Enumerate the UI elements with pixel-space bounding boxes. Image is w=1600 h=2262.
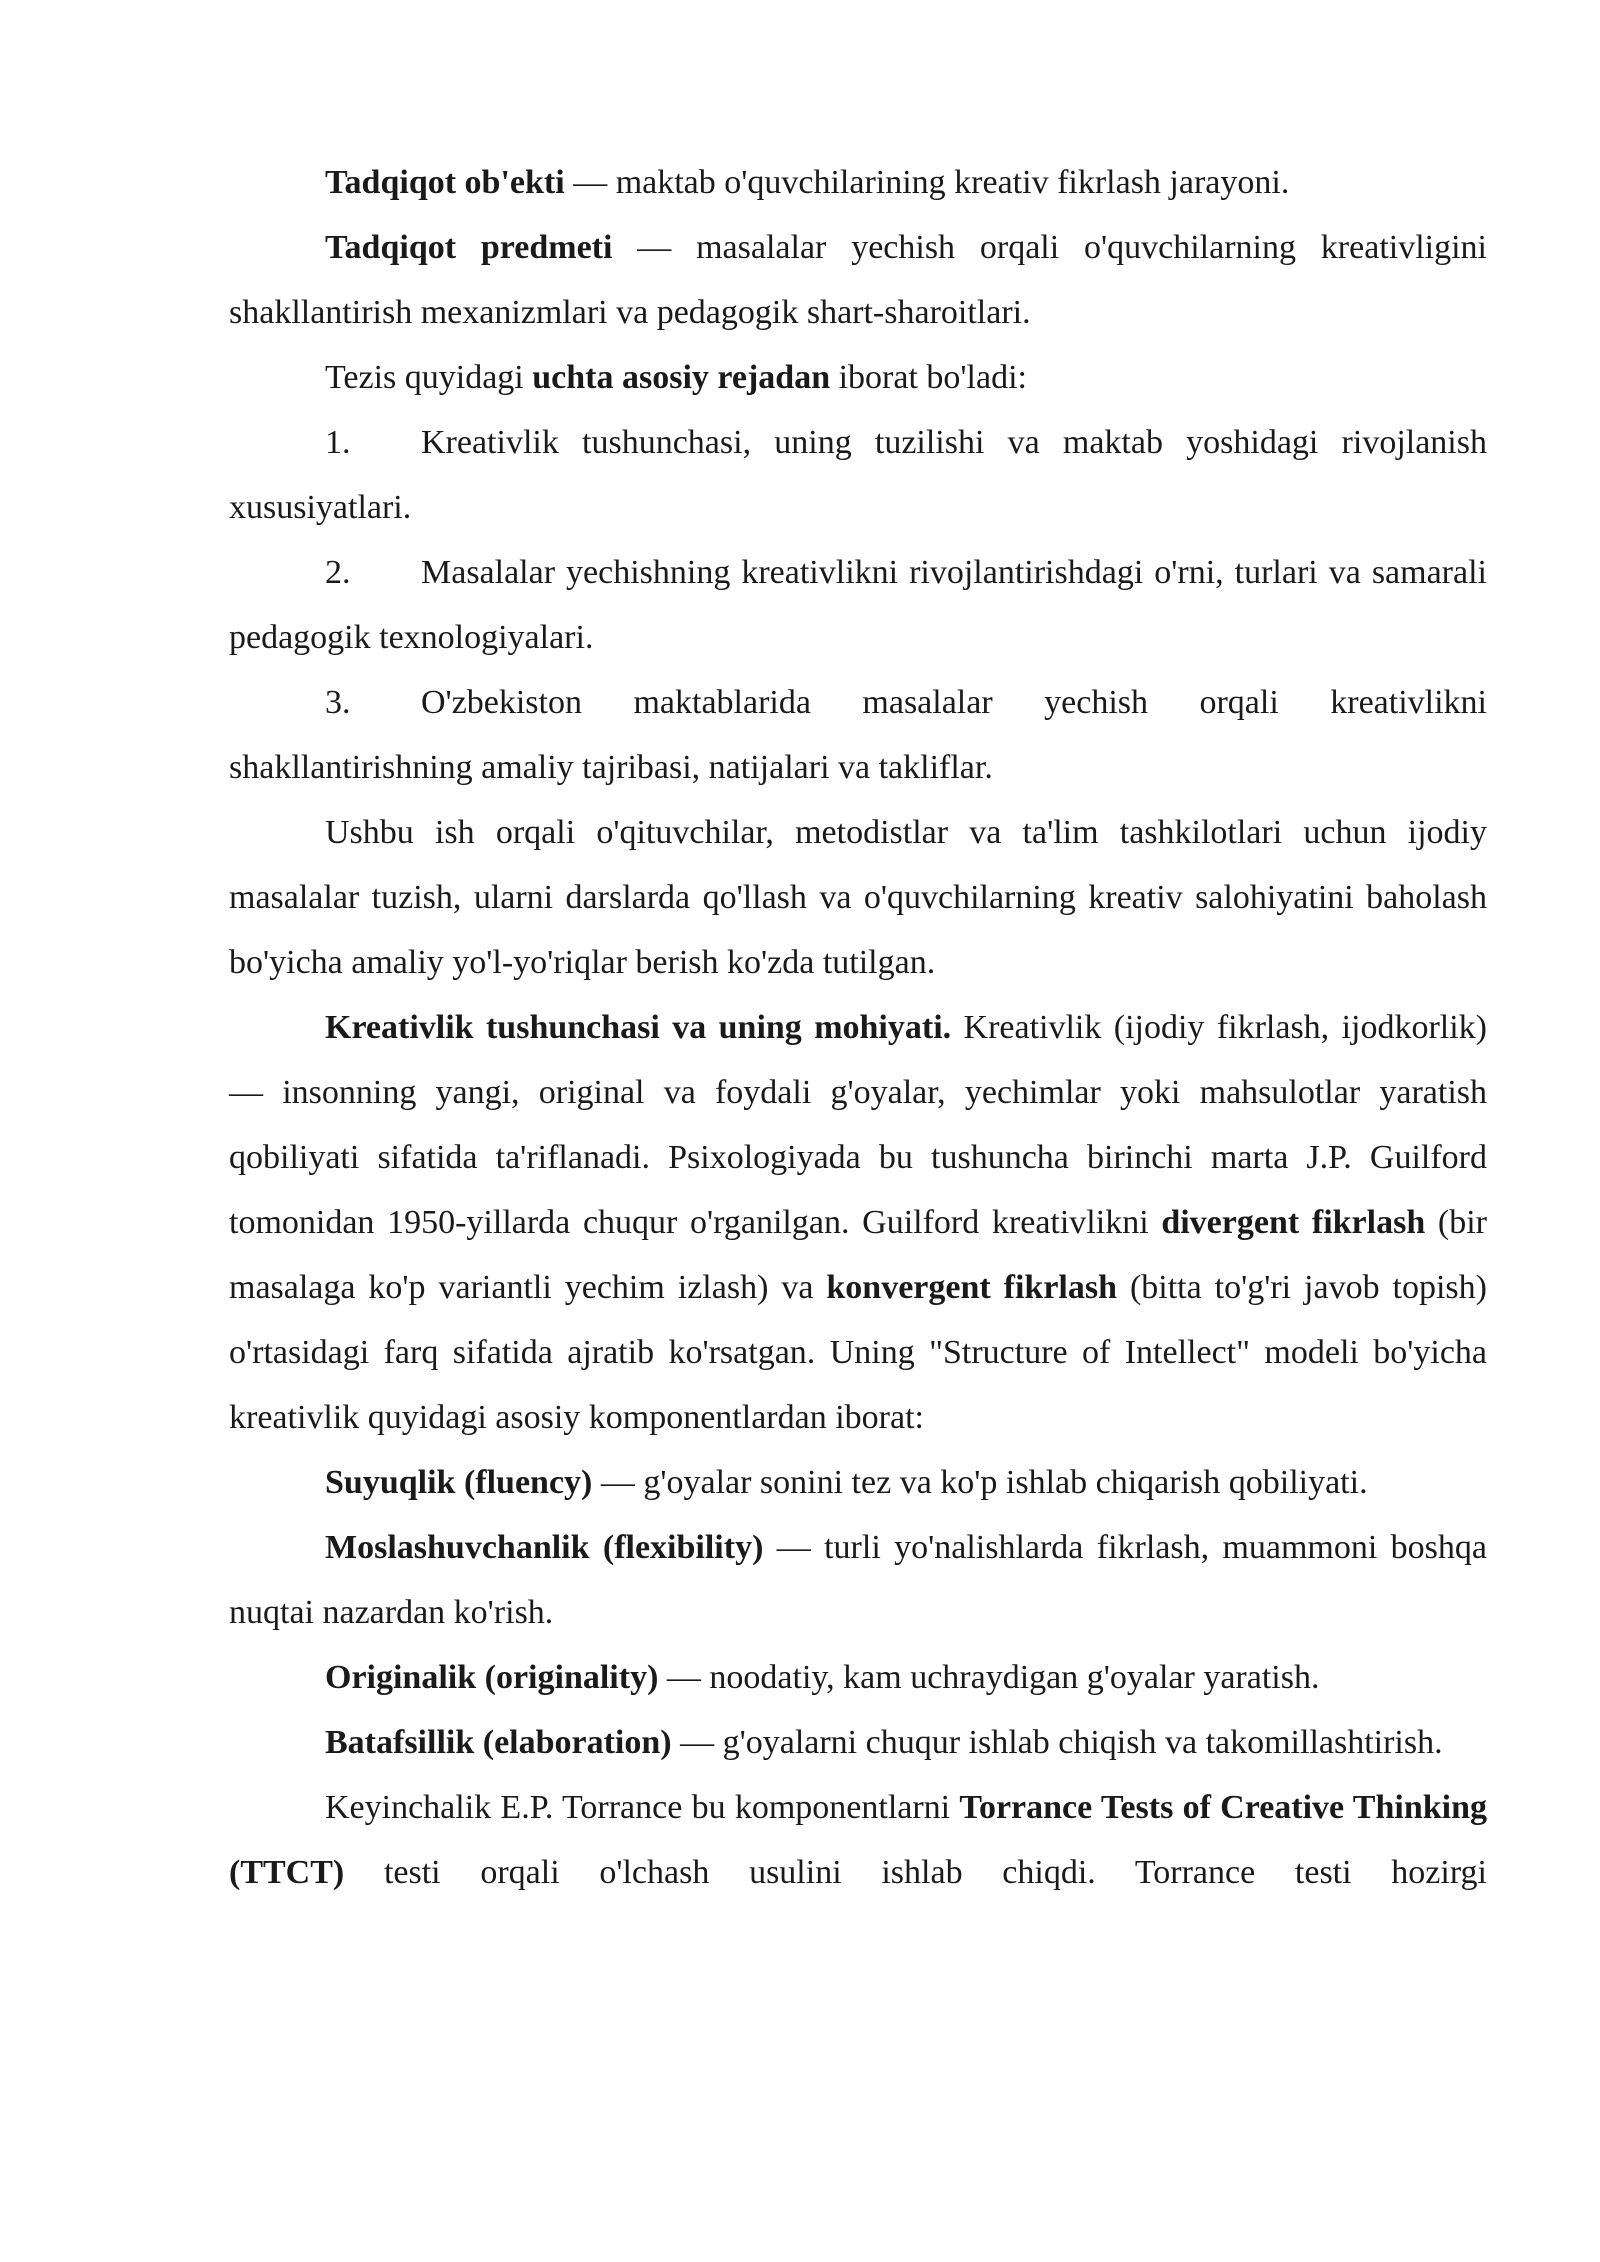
paragraph-creativity-concept <box>229 995 1487 1450</box>
term-convergent: konvergent fikrlash <box>826 1269 1117 1306</box>
term-elaboration: Batafsillik (elaboration) <box>325 1724 672 1761</box>
term-ttct: Torrance Tests of Creative Thinking (TTCT) <box>229 1789 1487 1891</box>
paragraph-research-subject <box>229 215 1487 345</box>
plan-intro-text-b: iborat bo'ladi: <box>830 359 1027 396</box>
plan-intro-text-a: Tezis quyidagi <box>325 359 533 396</box>
creativity-text-3: (bitta to'g'ri javob topish) o'rtasidagi farq sifatida ajratib ko'rsatgan. Uning "Structure of Intellect" modeli bo'yicha kreativlik quyidagi asosiy komponentlardan iborat: <box>229 1269 1487 1436</box>
definition-research-object: — maktab o'quvchilarining kreativ fikrlash jarayoni. <box>564 164 1290 201</box>
term-research-object: Tadqiqot ob'ekti <box>325 164 565 201</box>
definition-originality: — noodatiy, kam uchraydigan g'oyalar yaratish. <box>658 1659 1320 1696</box>
list-item-number: 3. <box>325 684 351 721</box>
plan-intro-bold: uchta asosiy rejadan <box>532 359 831 396</box>
term-fluency: Suyuqlik (fluency) <box>325 1464 593 1501</box>
term-flexibility: Moslashuvchanlik (flexibility) <box>325 1529 764 1566</box>
list-item <box>229 540 1487 670</box>
list-item-text: O'zbekiston maktablarida masalalar yechish orqali kreativlikni shakllantirishning amaliy tajribasi, natijalari va takliflar. <box>229 684 1487 786</box>
definition-flexibility: — turli yo'nalishlarda fikrlash, muammoni boshqa nuqtai nazardan ko'rish. <box>229 1529 1487 1631</box>
work-purpose-text: Ushbu ish orqali o'qituvchilar, metodistlar va ta'lim tashkilotlari uchun ijodiy masalalar tuzish, ularni darslarda qo'llash va o'quvchilarning kreativ salohiyatini baholash bo'yicha amaliy yo'l-yo'riqlar berish ko'zda tutilgan. <box>229 814 1487 981</box>
torrance-text-2: testi orqali o'lchash usulini ishlab chiqdi. Torrance testi hozirgi <box>344 1854 1487 1891</box>
list-item-text: Masalalar yechishning kreativlikni rivojlantirishdagi o'rni, turlari va samarali pedagogik texnologiyalari. <box>229 554 1487 656</box>
paragraph-torrance <box>229 1775 1487 1905</box>
paragraph-elaboration <box>229 1710 1487 1775</box>
definition-research-subject: — masalalar yechish orqali o'quvchilarning kreativligini shakllantirish mexanizmlari va pedagogik shart-sharoitlari. <box>229 229 1487 331</box>
creativity-text-1: Kreativlik (ijodiy fikrlash, ijodkorlik) — insonning yangi, original va foydali g'oyalar, yechimlar yoki mahsulotlar yaratish qobiliyati sifatida ta'riflanadi. Psixologiyada bu tushuncha birinchi marta J.P. Guilford tomonidan 1950-yillarda chuqur o'rganilgan. Guilford kreativlikni <box>229 1009 1487 1241</box>
list-item-number: 2. <box>325 554 351 591</box>
paragraph-thesis-plan-intro <box>229 345 1487 410</box>
term-research-subject: Tadqiqot predmeti <box>325 229 613 266</box>
creativity-text-2: (bir masalaga ko'p variantli yechim izlash) va <box>229 1204 1488 1306</box>
document-page <box>229 150 1487 1905</box>
paragraph-originality <box>229 1645 1487 1710</box>
creativity-heading: Kreativlik tushunchasi va uning mohiyati. <box>325 1009 952 1046</box>
paragraph-fluency <box>229 1450 1487 1515</box>
paragraph-research-object <box>229 150 1487 215</box>
term-originality: Originalik (originality) <box>325 1659 659 1696</box>
list-item <box>229 670 1487 800</box>
list-item-number: 1. <box>325 424 351 461</box>
list-item-text: Kreativlik tushunchasi, uning tuzilishi va maktab yoshidagi rivojlanish xususiyatlari. <box>229 424 1487 526</box>
definition-fluency: — g'oyalar sonini tez va ko'p ishlab chiqarish qobiliyati. <box>592 1464 1368 1501</box>
list-item <box>229 410 1487 540</box>
paragraph-flexibility <box>229 1515 1487 1645</box>
definition-elaboration: — g'oyalarni chuqur ishlab chiqish va takomillashtirish. <box>671 1724 1443 1761</box>
torrance-text-1: Keyinchalik E.P. Torrance bu komponentlarni <box>325 1789 960 1826</box>
paragraph-work-purpose <box>229 800 1487 995</box>
term-divergent: divergent fikrlash <box>1161 1204 1426 1241</box>
